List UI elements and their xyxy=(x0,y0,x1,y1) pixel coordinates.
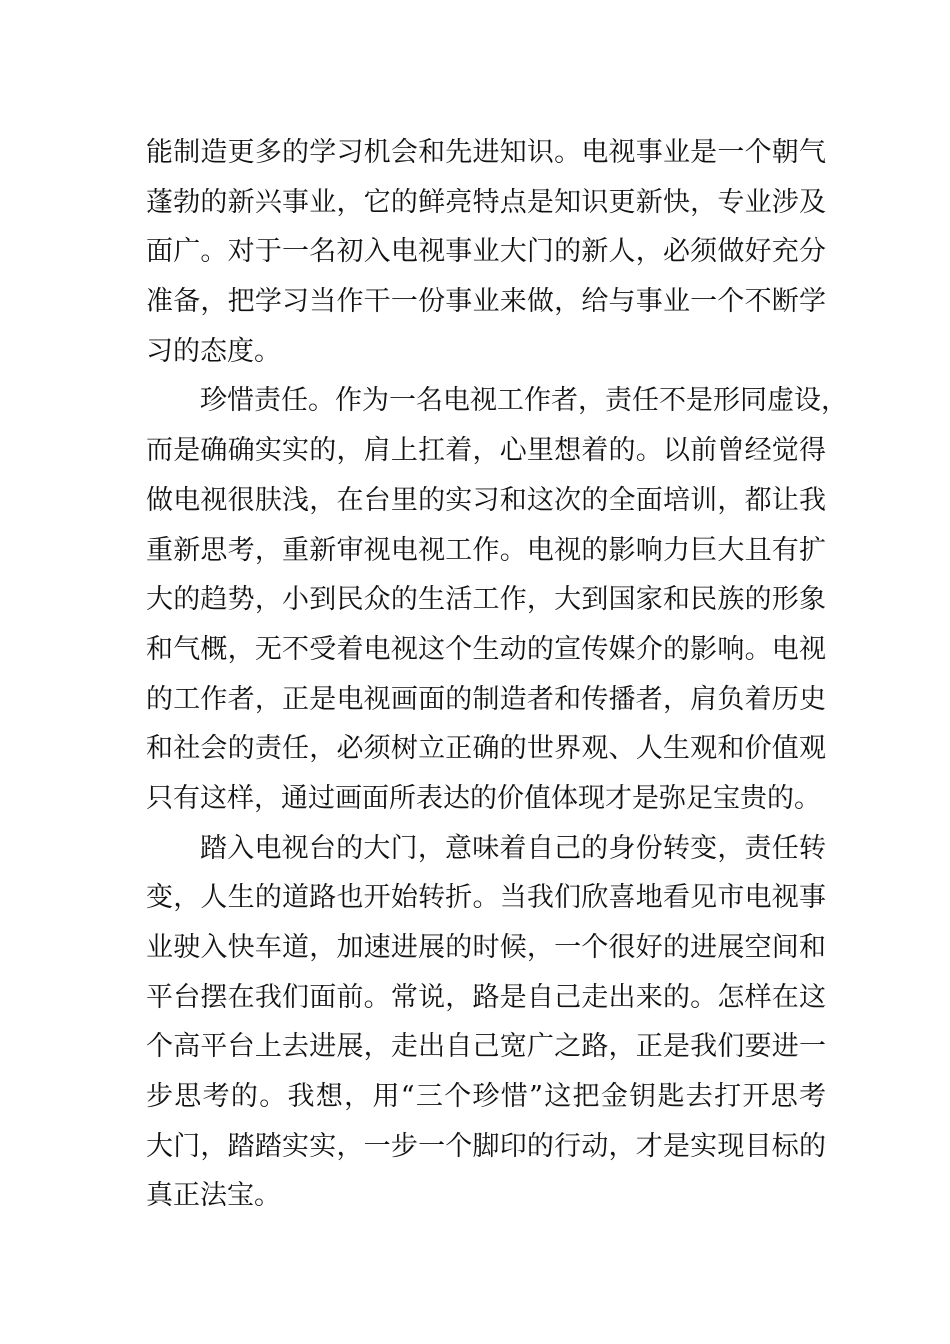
text-line: 准备，把学习当作干一份事业来做，给与事业一个不断学 xyxy=(146,286,826,318)
paragraph-2 xyxy=(146,376,848,823)
text-line: 的工作者，正是电视画面的制造者和传播者，肩负着历史 xyxy=(146,683,826,715)
text-line: 步思考的。我想，用“三个珍惜”这把金钥匙去打开思考 xyxy=(146,1081,826,1113)
text-line: 大门，踏踏实实，一步一个脚印的行动，才是实现目标的 xyxy=(146,1130,826,1162)
text-line: 能制造更多的学习机会和先进知识。电视事业是一个朝气 xyxy=(146,137,826,168)
text-line: 珍惜责任。作为一名电视工作者，责任不是形同虚设， xyxy=(200,385,848,417)
text-line: 而是确确实实的，肩上扛着，心里想着的。以前曾经觉得 xyxy=(146,435,826,467)
text-line: 个高平台上去进展，走出自己宽广之路，正是我们要进一 xyxy=(146,1031,826,1063)
text-line: 习的态度。 xyxy=(146,335,281,367)
text-line: 业驶入快车道，加速进展的时候，一个很好的进展空间和 xyxy=(146,932,826,963)
text-line: 变，人生的道路也开始转折。当我们欣喜地看见市电视事 xyxy=(146,882,826,914)
text-line: 蓬勃的新兴事业，它的鲜亮特点是知识更新快，专业涉及 xyxy=(146,186,826,218)
paragraph-1 xyxy=(146,128,826,376)
text-line: 只有这样，通过画面所表达的价值体现才是弥足宝贵的。 xyxy=(146,782,821,814)
text-line: 大的趋势，小到民众的生活工作，大到国家和民族的形象 xyxy=(146,584,826,616)
text-line: 真正法宝。 xyxy=(146,1180,281,1212)
paragraph-3 xyxy=(146,824,826,1222)
text-line: 和气概，无不受着电视这个生动的宣传媒介的影响。电视 xyxy=(146,633,826,665)
text-line: 踏入电视台的大门，意味着自己的身份转变，责任转 xyxy=(200,832,826,864)
document-body xyxy=(146,128,848,1221)
text-line: 做电视很肤浅，在台里的实习和这次的全面培训，都让我 xyxy=(146,484,826,516)
text-line: 重新思考，重新审视电视工作。电视的影响力巨大且有扩 xyxy=(146,534,826,566)
text-line: 和社会的责任，必须树立正确的世界观、人生观和价值观 xyxy=(146,733,826,765)
text-line: 面广。对于一名初入电视事业大门的新人，必须做好充分 xyxy=(146,236,826,268)
text-line: 平台摆在我们面前。常说，路是自己走出来的。怎样在这 xyxy=(146,981,826,1013)
